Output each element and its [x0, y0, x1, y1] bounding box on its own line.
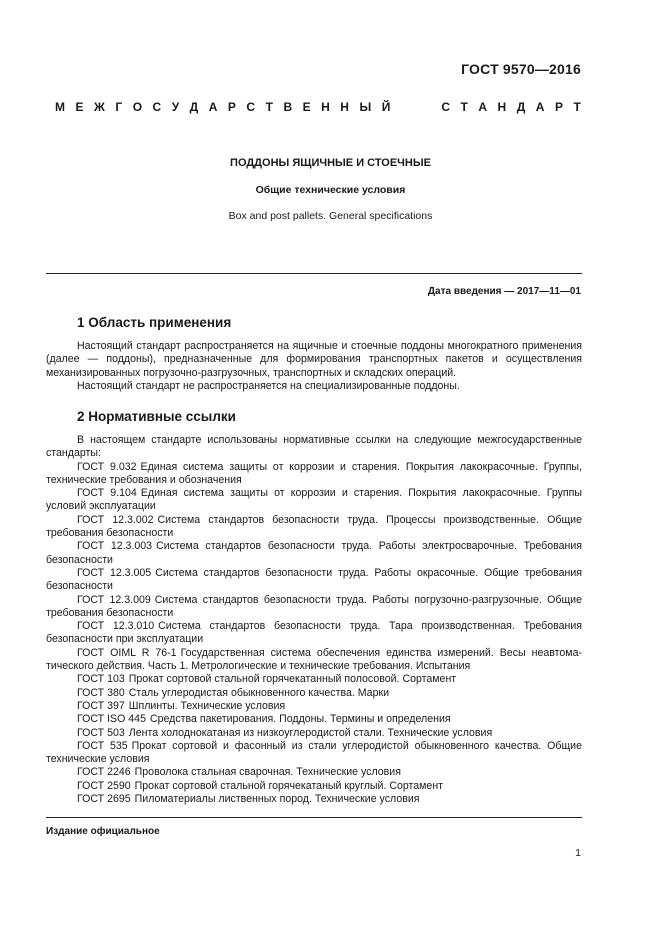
- banner-letter: Н: [321, 100, 330, 114]
- reference-title: Система стандартов безопасности труда. Тара производственная. Требования безопасности при эксплуатации: [46, 620, 582, 646]
- reference-code: ГОСТ 2246: [77, 766, 131, 779]
- header-divider: [46, 273, 582, 274]
- banner-letter: Р: [554, 100, 563, 114]
- banner-letter: Г: [115, 100, 123, 114]
- document-subtitle: Общие технические условия: [255, 184, 406, 196]
- edition-label: Издание официальное: [46, 826, 160, 837]
- document-number: ГОСТ 9570—2016: [461, 61, 581, 77]
- reference-code: ГОСТ 12.3.009: [77, 593, 151, 606]
- banner-letter: Р: [227, 100, 236, 114]
- banner-letter: Н: [497, 100, 507, 114]
- reference-code: ГОСТ ISO 445: [77, 713, 146, 726]
- introduction-date: Дата введения — 2017—11—01: [427, 286, 581, 297]
- page-number: 1: [575, 847, 581, 859]
- banner-letter: Т: [265, 100, 273, 114]
- reference-code: ГОСТ 2695: [77, 793, 131, 806]
- reference-title: Сталь углеродистая обыкновенного качества. Марки: [128, 686, 390, 699]
- reference-title: Единая система защиты от коррозии и старения. Покрытия лакокрасочные. Группы условий эксплуатации: [46, 487, 582, 513]
- reference-title: Пиломатериалы лиственных пород. Технические условия: [134, 793, 420, 806]
- reference-title: Прокат сортовой и фасонный из стали углеродистой обыкновенного качества. Общие технические условия: [46, 739, 582, 766]
- banner-letter: Д: [189, 100, 199, 114]
- reference-item: [46, 594, 582, 621]
- document-title: ПОДДОНЫ ЯЩИЧНЫЕ И СТОЕЧНЫЕ: [230, 157, 431, 169]
- reference-code: ГОСТ 12.3.010: [77, 620, 155, 633]
- banner-letter: Д: [516, 100, 526, 114]
- reference-code: ГОСТ 397: [77, 699, 125, 712]
- reference-item: [46, 620, 582, 647]
- reference-title: Средства пакетирования. Поддоны. Термины и определения: [149, 713, 451, 726]
- reference-title: Система стандартов безопасности труда. Работы окрасочные. Общие требования безопасности: [46, 566, 582, 593]
- reference-code: ГОСТ 2590: [77, 779, 131, 792]
- banner-letter: Ы: [359, 100, 372, 114]
- document-title-english: Box and post pallets. General specifications: [228, 210, 433, 222]
- reference-item: [46, 727, 582, 740]
- reference-code: ГОСТ 103: [77, 673, 125, 686]
- reference-code: ГОСТ OIML R 76-1: [77, 646, 177, 659]
- reference-title: Проволока стальная сварочная. Технические условия: [134, 766, 401, 779]
- banner-letter: М: [55, 100, 65, 114]
- reference-title: Прокат сортовой стальной горячекатанный полосовой. Сортамент: [128, 673, 457, 686]
- reference-item: [46, 487, 582, 514]
- reference-title: Система стандартов безопасности труда. Работы погрузочно-разгрузочные. Общие требования безопасности: [46, 593, 582, 619]
- reference-item: [46, 687, 582, 700]
- banner-letter: Н: [340, 100, 349, 114]
- section-2-body: [46, 434, 582, 806]
- reference-code: ГОСТ 503: [77, 726, 125, 739]
- reference-item: [46, 647, 582, 674]
- banner-letter: А: [535, 100, 545, 114]
- section-2-heading: 2 Нормативные ссылки: [77, 409, 236, 424]
- banner-letter: У: [171, 100, 180, 114]
- reference-title: Шплинты. Технические условия: [128, 699, 286, 712]
- reference-item: [46, 700, 582, 713]
- reference-item: [46, 540, 582, 567]
- reference-title: Система стандартов безопасности труда. Процессы производственные. Общие требования безопасности: [46, 513, 582, 540]
- banner-letter: А: [478, 100, 488, 114]
- reference-code: ГОСТ 12.3.005: [77, 566, 152, 579]
- section-1-heading: 1 Область применения: [77, 315, 232, 330]
- banner-letter: С: [246, 100, 256, 114]
- reference-item: [46, 780, 582, 793]
- interstate-standard-banner: [55, 100, 581, 114]
- reference-item: [46, 461, 582, 488]
- paragraph: Настоящий стандарт не распространяется на специализированные поддоны.: [77, 379, 460, 392]
- banner-gap: [401, 100, 431, 114]
- paragraph: В настоящем стандарте использованы нормативные ссылки на следующие межгосударственные стандарты:: [46, 434, 582, 460]
- reference-title: Единая система защиты от коррозии и старения. Покрытия лакокрасочные. Группы, технические требования и обозначения: [46, 460, 582, 486]
- banner-letter: Т: [573, 100, 581, 114]
- paragraph: Настоящий стандарт распространяется на ящичные и стоечные поддоны многократного применения (далее — поддоны), предназначенные для формирования транспортных пакетов и осуществления механизированных погрузочно-разгрузочных, транспортных и складских операций.: [46, 340, 582, 379]
- banner-letter: С: [441, 100, 451, 114]
- reference-item: [46, 514, 582, 541]
- section-1-body: [46, 340, 582, 393]
- reference-item: [46, 793, 582, 806]
- banner-letter: О: [132, 100, 143, 114]
- banner-letter: Ж: [94, 100, 105, 114]
- reference-item: [46, 740, 582, 767]
- banner-letter: Т: [460, 100, 468, 114]
- reference-code: ГОСТ 12.3.002: [77, 513, 154, 526]
- reference-title: Прокат сортовой стальной горячекатаный круглый. Сортамент: [134, 779, 444, 792]
- banner-letter: Е: [302, 100, 311, 114]
- banner-letter: Е: [75, 100, 84, 114]
- reference-title: Государственная система обеспечения единства измерений. Весы неавтоматического действия. Часть 1. Метрологические и технические требования. Испытания: [46, 646, 582, 673]
- reference-title: Лента холоднокатаная из низкоуглеродистой стали. Технические условия: [128, 726, 493, 739]
- reference-code: ГОСТ 9.104: [77, 487, 137, 500]
- banner-letter: В: [283, 100, 293, 114]
- banner-letter: Й: [381, 100, 391, 114]
- reference-item: [46, 713, 582, 726]
- banner-letter: А: [208, 100, 218, 114]
- banner-letter: С: [152, 100, 162, 114]
- reference-code: ГОСТ 9.032: [77, 460, 137, 473]
- reference-item: [46, 567, 582, 594]
- reference-item: [46, 766, 582, 779]
- reference-code: ГОСТ 535: [77, 739, 128, 752]
- reference-code: ГОСТ 12.3.003: [77, 540, 153, 553]
- reference-code: ГОСТ 380: [77, 686, 125, 699]
- reference-item: [46, 673, 582, 686]
- reference-title: Система стандартов безопасности труда. Работы электросварочные. Требования безопасности: [46, 540, 582, 566]
- footer-divider: [46, 817, 582, 818]
